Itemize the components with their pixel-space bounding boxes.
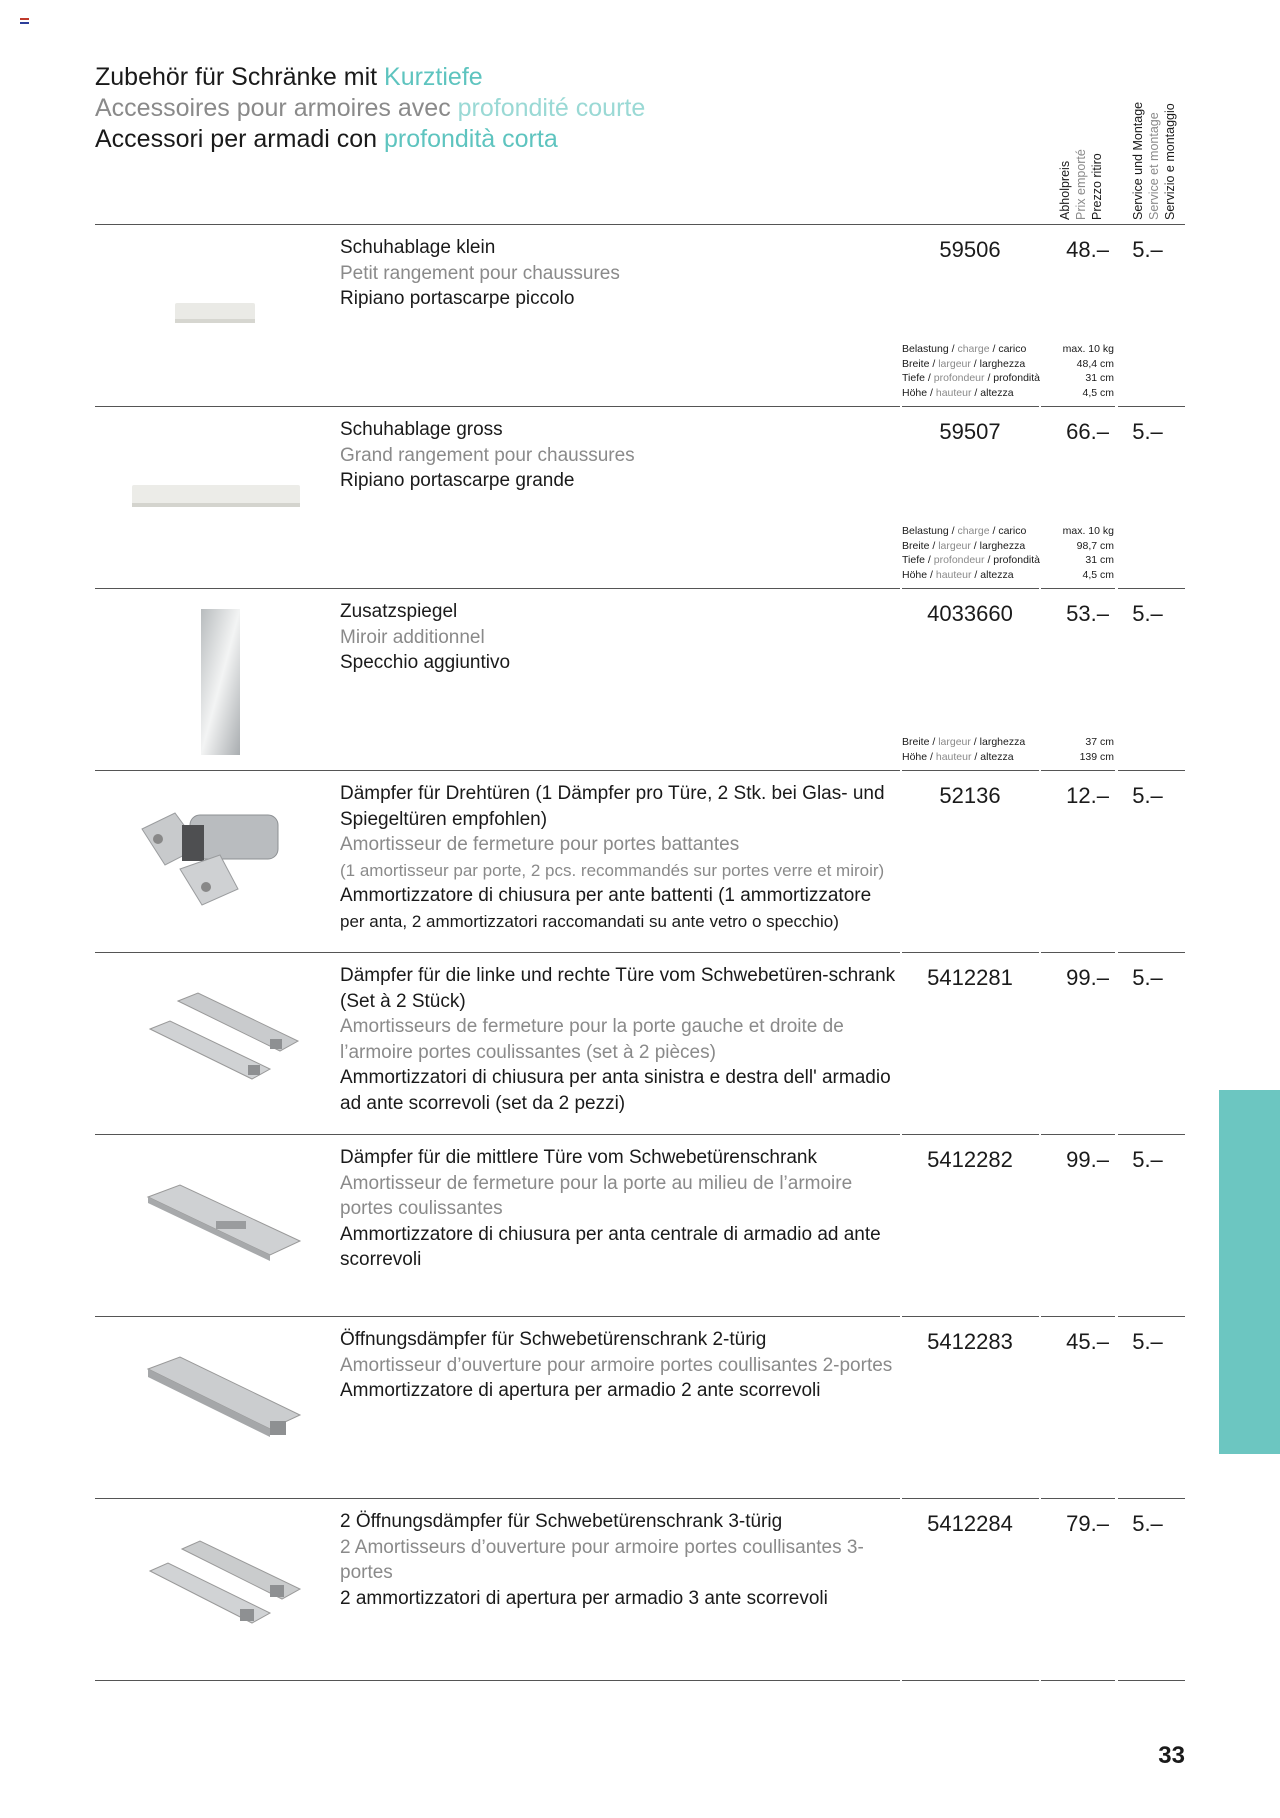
product-name-it: Ripiano portascarpe piccolo [340, 288, 575, 309]
article-number: 5412281 [927, 965, 1013, 990]
spec-value: 37 cm [1085, 736, 1114, 749]
spec-label-de: Belastung [902, 342, 949, 355]
spec-label: Breite / largeur / larghezza [902, 539, 1026, 552]
spec-label-it: profondità [993, 372, 1040, 385]
service-price: 5.– [1132, 419, 1163, 444]
spec-value: 4,5 cm [1082, 569, 1114, 582]
product-name-de: Schuhablage gross [340, 419, 503, 440]
price: 79.– [1066, 1511, 1109, 1536]
spec-value: 98,7 cm [1076, 539, 1114, 552]
spec-label-fr: hauteur [935, 387, 972, 400]
product-name-fr: Amortisseur de fermeture pour la porte au milieu de l’armoire portes coulissantes [340, 1172, 853, 1219]
spec-row [902, 539, 1114, 554]
spec-label-de: Tiefe [902, 554, 925, 567]
product-row [0, 225, 1280, 407]
spec-row [902, 524, 1114, 539]
product-row [0, 771, 1280, 953]
product-name-it: Ammortizzatore di chiusura per ante battenti (1 ammortizzatore [340, 885, 872, 906]
price: 48.– [1066, 237, 1109, 262]
spec-row [902, 386, 1114, 401]
product-description [340, 599, 900, 676]
product-description [340, 1509, 900, 1611]
product-name-fr: Grand rangement pour chaussures [340, 444, 635, 466]
spec-row [902, 735, 1114, 750]
section-tab [1219, 1090, 1280, 1454]
spec-row [902, 342, 1114, 357]
spec-label: Belastung / charge / carico [902, 342, 1027, 355]
spec-label-de: Breite [902, 539, 930, 552]
spec-row [902, 371, 1114, 386]
price: 12.– [1066, 783, 1109, 808]
spec-list [902, 735, 1114, 765]
spec-label-de: Breite [902, 357, 930, 370]
product-name-it: 2 ammortizzatori di apertura per armadio 3 ante scorrevoli [340, 1587, 828, 1609]
small-shoe-shelf-icon [120, 231, 320, 401]
product-name-it: Ripiano portascarpe grande [340, 470, 575, 491]
article-number: 52136 [939, 783, 1001, 808]
spec-value: 31 cm [1085, 372, 1114, 385]
spec-value: 139 cm [1079, 751, 1114, 764]
price: 99.– [1066, 965, 1109, 990]
sliding-damper-pair-icon [120, 959, 320, 1129]
product-note-it: per anta, 2 ammortizzatori raccomandati su ante vetro o specchio) [340, 911, 839, 931]
hinge-damper-icon [120, 777, 320, 947]
service-price: 5.– [1132, 237, 1163, 262]
opening-damper-icon [120, 1323, 320, 1493]
spec-label-it: altezza [980, 751, 1014, 764]
article-number: 59507 [939, 419, 1001, 444]
product-name-fr: Petit rangement pour chaussures [340, 262, 620, 284]
spec-label-de: Höhe [902, 569, 928, 582]
spec-label-it: carico [998, 524, 1027, 537]
title-fr: Accessoires pour armoires avec profondité courte [95, 94, 646, 122]
product-name-fr: Miroir additionnel [340, 626, 485, 648]
spec-row [902, 553, 1114, 568]
article-number: 5412283 [927, 1329, 1013, 1354]
row-separator [902, 1680, 1039, 1681]
page-header [95, 62, 645, 155]
product-note-fr: (1 amortisseur par porte, 2 pcs. recommandés sur portes verre et miroir) [340, 860, 885, 880]
spec-label-it: larghezza [979, 539, 1026, 552]
product-row [0, 1317, 1280, 1499]
large-shoe-shelf-icon [120, 413, 320, 583]
service-price: 5.– [1132, 1147, 1163, 1172]
spec-label: Höhe / hauteur / altezza [902, 569, 1014, 582]
spec-value: max. 10 kg [1062, 524, 1114, 537]
spec-label-it: altezza [980, 569, 1014, 582]
spec-value: 4,5 cm [1082, 387, 1114, 400]
spec-list [902, 524, 1114, 583]
mirror-icon [120, 595, 320, 765]
price: 66.– [1066, 419, 1109, 444]
spec-value: 31 cm [1085, 554, 1114, 567]
product-name-de: Dämpfer für Drehtüren (1 Dämpfer pro Türe, 2 Stk. bei Glas- und Spiegeltüren empfohlen) [340, 783, 885, 830]
product-name-de: Öffnungsdämpfer für Schwebetürenschrank 2-türig [340, 1329, 767, 1350]
spec-label-fr: largeur [938, 357, 971, 370]
row-separator [1041, 1680, 1115, 1681]
product-name-de: 2 Öffnungsdämpfer für Schwebetürenschrank 3-türig [340, 1511, 783, 1532]
spec-label-fr: charge [957, 524, 990, 537]
article-number: 59506 [939, 237, 1001, 262]
service-price: 5.– [1132, 965, 1163, 990]
corner-mark-icon [20, 18, 29, 26]
spec-label-fr: hauteur [935, 751, 972, 764]
title-it: Accessori per armadi con profondità corta [95, 125, 558, 153]
spec-label-de: Höhe [902, 387, 928, 400]
article-number: 5412282 [927, 1147, 1013, 1172]
spec-label: Tiefe / profondeur / profondità [902, 372, 1040, 385]
spec-value: max. 10 kg [1062, 342, 1114, 355]
service-price: 5.– [1132, 1329, 1163, 1354]
spec-label-it: altezza [980, 387, 1014, 400]
spec-label-it: profondità [993, 554, 1040, 567]
product-name-de: Dämpfer für die mittlere Türe vom Schwebetürenschrank [340, 1147, 817, 1168]
spec-label: Belastung / charge / carico [902, 524, 1027, 537]
sliding-damper-icon [120, 1141, 320, 1311]
spec-value: 48,4 cm [1076, 357, 1114, 370]
price: 45.– [1066, 1329, 1109, 1354]
product-row [0, 1499, 1280, 1681]
product-row [0, 589, 1280, 771]
product-row [0, 407, 1280, 589]
spec-label-de: Belastung [902, 524, 949, 537]
price: 99.– [1066, 1147, 1109, 1172]
spec-label-de: Breite [902, 736, 930, 749]
article-number: 4033660 [927, 601, 1013, 626]
column-header-service: Service und Montage Service et montage Servizio e montaggio [1131, 101, 1177, 220]
service-price: 5.– [1132, 1511, 1163, 1536]
column-header-price: Abholpreis Prix emporté Prezzo ritiro [1058, 149, 1104, 220]
spec-label-fr: largeur [938, 736, 971, 749]
spec-label-fr: profondeur [933, 554, 985, 567]
product-name-fr: Amortisseur d’ouverture pour armoire portes coullisantes 2-portes [340, 1354, 893, 1376]
spec-label-fr: charge [957, 342, 990, 355]
title-de: Zubehör für Schränke mit Kurztiefe [95, 63, 483, 91]
product-description [340, 1327, 900, 1404]
spec-label: Höhe / hauteur / altezza [902, 751, 1014, 764]
product-name-it: Ammortizzatore di chiusura per anta centrale di armadio ad ante scorrevoli [340, 1223, 881, 1270]
spec-row [902, 568, 1114, 583]
spec-label: Breite / largeur / larghezza [902, 736, 1026, 749]
service-price: 5.– [1132, 601, 1163, 626]
product-description [340, 963, 900, 1116]
product-name-de: Zusatzspiegel [340, 601, 458, 622]
product-row [0, 1135, 1280, 1317]
spec-label-fr: hauteur [935, 569, 972, 582]
spec-label-de: Tiefe [902, 372, 925, 385]
spec-label: Tiefe / profondeur / profondità [902, 554, 1040, 567]
product-description [340, 781, 900, 934]
spec-label: Höhe / hauteur / altezza [902, 387, 1014, 400]
price: 53.– [1066, 601, 1109, 626]
product-name-it: Ammortizzatore di apertura per armadio 2 ante scorrevoli [340, 1380, 821, 1401]
product-row [0, 953, 1280, 1135]
product-name-it: Ammortizzatori di chiusura per anta sinistra e destra dell' armadio ad ante scorrevoli (set da 2 pezzi) [340, 1067, 891, 1114]
spec-row [902, 357, 1114, 372]
product-name-de: Dämpfer für die linke und rechte Türe vom Schwebetüren-schrank (Set à 2 Stück) [340, 965, 896, 1012]
opening-damper-pair-icon [120, 1505, 320, 1675]
row-separator [95, 1680, 900, 1681]
spec-list [902, 342, 1114, 401]
row-separator [1118, 1680, 1185, 1681]
spec-label: Breite / largeur / larghezza [902, 357, 1026, 370]
article-number: 5412284 [927, 1511, 1013, 1536]
product-name-fr: 2 Amortisseurs d’ouverture pour armoire portes coullisantes 3-portes [340, 1536, 864, 1583]
product-description [340, 235, 900, 312]
spec-label-it: larghezza [979, 357, 1026, 370]
spec-row [902, 750, 1114, 765]
spec-label-it: carico [998, 342, 1027, 355]
spec-label-fr: largeur [938, 539, 971, 552]
product-description [340, 417, 900, 494]
product-name-fr: Amortisseurs de fermeture pour la porte gauche et droite de l’armoire portes coulissantes (set à 2 pièces) [340, 1016, 844, 1063]
product-name-it: Specchio aggiuntivo [340, 652, 511, 673]
product-name-fr: Amortisseur de fermeture pour portes battantes [340, 834, 740, 855]
product-name-de: Schuhablage klein [340, 237, 496, 258]
page-number: 33 [1158, 1742, 1185, 1769]
spec-label-it: larghezza [979, 736, 1026, 749]
spec-label-de: Höhe [902, 751, 928, 764]
spec-label-fr: profondeur [933, 372, 985, 385]
product-description [340, 1145, 900, 1273]
service-price: 5.– [1132, 783, 1163, 808]
